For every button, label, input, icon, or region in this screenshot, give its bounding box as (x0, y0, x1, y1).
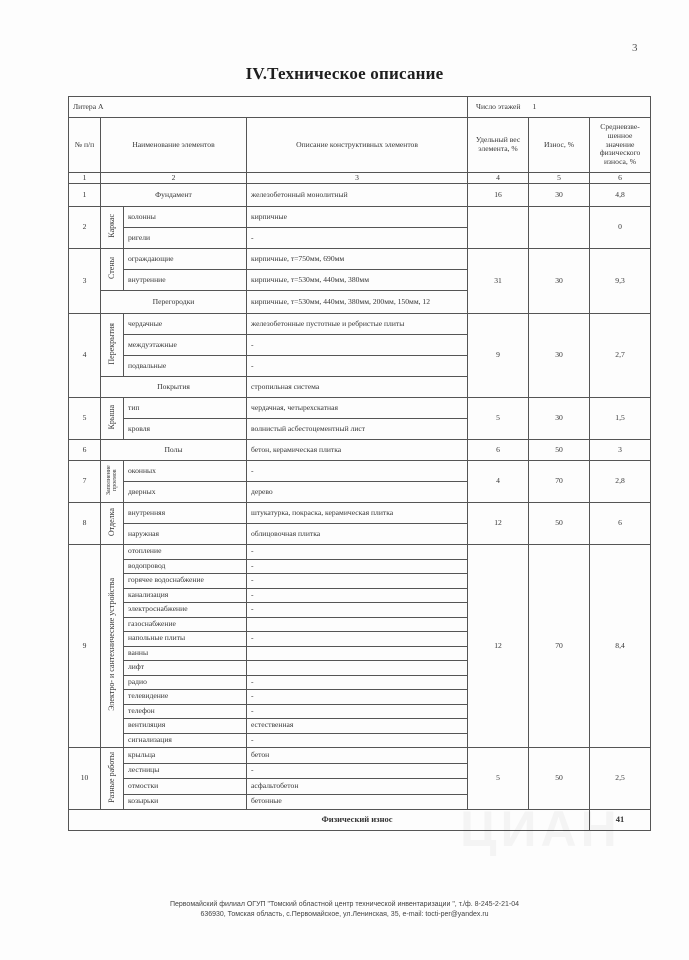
header-avg: Средневзве-шенное значение физического износа, % (590, 118, 651, 173)
table-row-utilities (69, 545, 651, 560)
wear-value: 70 (529, 545, 590, 748)
row-num: 1 (69, 184, 101, 207)
element-desc: - (247, 461, 468, 482)
element-desc: железобетонный монолитный (247, 184, 468, 207)
header-row (69, 118, 651, 173)
weight-value: 16 (468, 184, 529, 207)
element-name: крыльца (124, 748, 247, 764)
element-name: Полы (101, 440, 247, 461)
footer-line-1: Первомайский филиал ОГУП "Томский областной центр технической инвентаризации ", т./ф. 8-245-2-21-04 (169, 901, 520, 908)
page-title: IV.Техническое описание (245, 64, 444, 83)
element-desc: - (247, 356, 468, 377)
weight-value: 4 (468, 461, 529, 503)
element-name: ограждающие (124, 249, 247, 270)
column-number-row (69, 173, 651, 184)
element-name: канализация (124, 588, 247, 603)
group-label (101, 461, 124, 503)
weight-value: 5 (468, 398, 529, 440)
element-name: кровля (124, 419, 247, 440)
element-desc: - (247, 559, 468, 574)
element-name: лестницы (124, 763, 247, 779)
group-label (101, 314, 124, 377)
avg-value: 8,4 (590, 545, 651, 748)
group-label-text: Электро- и сантехнические устройства (107, 578, 117, 712)
group-label-text: Разные работы (107, 751, 117, 803)
element-desc: - (247, 632, 468, 647)
element-name: телефон (124, 704, 247, 719)
element-desc: - (247, 763, 468, 779)
element-desc: - (247, 574, 468, 589)
element-name: оконных (124, 461, 247, 482)
table-row-roof (69, 398, 651, 419)
table-row-openings (69, 461, 651, 482)
element-name: ванны (124, 646, 247, 661)
element-desc (247, 646, 468, 661)
row-num: 9 (69, 545, 101, 748)
avg-value: 2,7 (590, 314, 651, 398)
header-name: Наименование элементов (101, 118, 247, 173)
row-num: 2 (69, 207, 101, 249)
wear-value (529, 207, 590, 249)
weight-value: 9 (468, 314, 529, 398)
element-desc: дерево (247, 482, 468, 503)
wear-value: 50 (529, 748, 590, 810)
table-row-frame (69, 207, 651, 228)
group-label-text: Отделка (107, 508, 117, 537)
element-desc: стропильная система (247, 377, 468, 398)
wear-value: 30 (529, 184, 590, 207)
element-desc: бетон, керамическая плитка (247, 440, 468, 461)
avg-value: 4,8 (590, 184, 651, 207)
group-label (101, 545, 124, 748)
table-row-walls (69, 249, 651, 270)
avg-value: 6 (590, 503, 651, 545)
group-label (101, 398, 124, 440)
avg-value: 0 (590, 207, 651, 249)
element-name: водопровод (124, 559, 247, 574)
group-label-text: Каркас (107, 214, 117, 238)
avg-value: 2,5 (590, 748, 651, 810)
group-label-text: Стены (107, 257, 117, 280)
wear-value: 30 (529, 314, 590, 398)
total-value: 41 (590, 810, 651, 831)
group-label-text: Заполнение проемов (106, 465, 118, 495)
element-name: напольные плиты (124, 632, 247, 647)
total-row (69, 810, 651, 831)
element-name: вентиляция (124, 719, 247, 734)
floors-value: 1 (529, 97, 651, 118)
element-name: Перегородки (101, 291, 247, 314)
element-desc: - (247, 675, 468, 690)
element-name: газоснабжение (124, 617, 247, 632)
header-num: № п/п (69, 118, 101, 173)
element-name: сигнализация (124, 733, 247, 748)
element-name: козырьки (124, 794, 247, 810)
group-label-text: Крыша (107, 404, 117, 430)
weight-value: 5 (468, 748, 529, 810)
weight-value: 12 (468, 503, 529, 545)
element-name: телевидение (124, 690, 247, 705)
element-desc: - (247, 690, 468, 705)
table-row-misc-works (69, 748, 651, 764)
footer-line-2: 636930, Томская область, с.Первомайское, ул.Ленинская, 35, e-mail: tocti-per@yandex.ru (200, 911, 489, 918)
row-num: 10 (69, 748, 101, 810)
element-name: наружная (124, 524, 247, 545)
element-desc: кирпичные, т=530мм, 440мм, 380мм (247, 270, 468, 291)
element-name: чердачные (124, 314, 247, 335)
element-desc: железобетонные пустотные и ребристые плиты (247, 314, 468, 335)
table-row-foundation (69, 184, 651, 207)
group-label (101, 748, 124, 810)
group-label-text: Перекрытия (107, 322, 117, 365)
weight-value: 31 (468, 249, 529, 314)
weight-value: 12 (468, 545, 529, 748)
table-row-floors (69, 440, 651, 461)
col-number: 2 (101, 173, 247, 184)
avg-value: 2,8 (590, 461, 651, 503)
element-desc: - (247, 228, 468, 249)
wear-value: 30 (529, 398, 590, 440)
floors-label: Число этажей (468, 97, 529, 118)
element-desc: - (247, 335, 468, 356)
row-num: 3 (69, 249, 101, 314)
element-desc: штукатурка, покраска, керамическая плитка (247, 503, 468, 524)
row-num: 7 (69, 461, 101, 503)
element-name: электроснабжение (124, 603, 247, 618)
element-name: ригели (124, 228, 247, 249)
weight-value: 6 (468, 440, 529, 461)
element-name: внутренние (124, 270, 247, 291)
element-desc: кирпичные (247, 207, 468, 228)
litera-row (69, 97, 651, 118)
col-number: 5 (529, 173, 590, 184)
element-name: междуэтажные (124, 335, 247, 356)
element-desc: - (247, 733, 468, 748)
element-desc: - (247, 545, 468, 560)
header-weight: Удельный вес элемента, % (468, 118, 529, 173)
technical-description-table (68, 96, 651, 831)
header-wear: Износ, % (529, 118, 590, 173)
table-row-floors-slabs (69, 314, 651, 335)
element-desc: облицовочная плитка (247, 524, 468, 545)
row-num: 6 (69, 440, 101, 461)
total-label: Физический износ (69, 810, 590, 831)
row-num: 8 (69, 503, 101, 545)
element-name: внутренняя (124, 503, 247, 524)
element-desc: кирпичные, т=750мм, 690мм (247, 249, 468, 270)
avg-value: 3 (590, 440, 651, 461)
element-desc: кирпичные, т=530мм, 440мм, 380мм, 200мм, 150мм, 12 (247, 291, 468, 314)
weight-value (468, 207, 529, 249)
table-row-finishing (69, 503, 651, 524)
element-name: подвальные (124, 356, 247, 377)
col-number: 3 (247, 173, 468, 184)
group-label (101, 207, 124, 249)
group-label (101, 503, 124, 545)
wear-value: 50 (529, 440, 590, 461)
element-name: дверных (124, 482, 247, 503)
col-number: 1 (69, 173, 101, 184)
header-desc: Описание конструктивных элементов (247, 118, 468, 173)
wear-value: 70 (529, 461, 590, 503)
col-number: 6 (590, 173, 651, 184)
element-desc: бетонные (247, 794, 468, 810)
element-desc: - (247, 704, 468, 719)
element-desc: естественная (247, 719, 468, 734)
litera-label: Литера А (69, 97, 468, 118)
row-num: 4 (69, 314, 101, 398)
wear-value: 30 (529, 249, 590, 314)
element-name: отмостки (124, 779, 247, 795)
wear-value: 50 (529, 503, 590, 545)
element-desc: чердачная, четырехскатная (247, 398, 468, 419)
element-desc: - (247, 588, 468, 603)
element-desc (247, 661, 468, 676)
element-desc: волнистый асбестоцементный лист (247, 419, 468, 440)
element-desc: - (247, 603, 468, 618)
page-number: 3 (632, 42, 638, 54)
element-name: тип (124, 398, 247, 419)
element-desc: бетон (247, 748, 468, 764)
element-desc: асфальтобетон (247, 779, 468, 795)
element-name: лифт (124, 661, 247, 676)
element-name: колонны (124, 207, 247, 228)
avg-value: 1,5 (590, 398, 651, 440)
footer (0, 900, 689, 920)
row-num: 5 (69, 398, 101, 440)
element-name: отопление (124, 545, 247, 560)
element-name: горячее водоснабжение (124, 574, 247, 589)
element-desc (247, 617, 468, 632)
element-name: Фундамент (101, 184, 247, 207)
col-number: 4 (468, 173, 529, 184)
element-name: радио (124, 675, 247, 690)
group-label (101, 249, 124, 291)
avg-value: 9,3 (590, 249, 651, 314)
element-name: Покрытия (101, 377, 247, 398)
